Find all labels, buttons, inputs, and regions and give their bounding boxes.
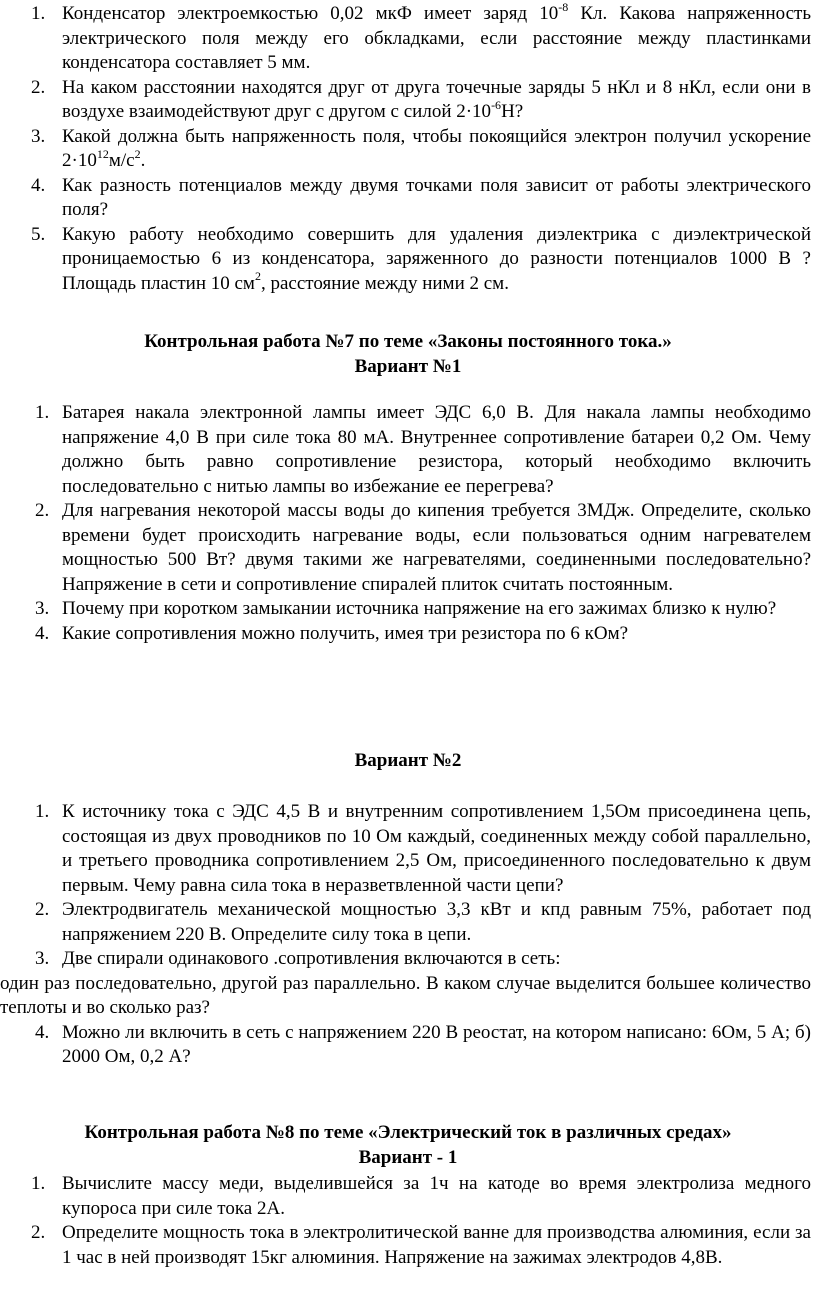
item-text: Какой должна быть напряженность поля, чтобы покоящийся электрон получил ускорение 2·10 [62,125,811,171]
list-item [35,622,811,647]
item-number: 2. [35,500,50,521]
item-text: Батарея накала электронной лампы имеет ЭДС 6,0 В. Для накала лампы необходимо напряжение 4,0 В при силе тока 80 мА. Внутреннее сопротивление батареи 0,2 Ом. Чему должно быть равно сопротивление резистора, который необходимо включить последовательно с нитью лампы во избежание ее перегрева? [62,402,811,497]
item-number: 1. [31,3,46,24]
test-heading-8 [0,1121,816,1170]
item-number: 3. [31,125,46,147]
variant-title: Вариант №2 [354,750,462,771]
list-item [35,800,811,898]
item-text: Почему при коротком замыкании источника напряжение на его зажимах близко к нулю? [62,598,777,619]
list-item [35,947,811,972]
item-number: 2. [31,76,46,98]
item-text: На каком расстоянии находятся друг от друга точечные заряды 5 нКл и 8 нКл, если они в воздухе взаимодействуют друг с другом с силой 2·10 [62,76,811,122]
list-item [31,1172,811,1221]
item-text: К источнику тока с ЭДС 4,5 В и внутренним сопротивлением 1,5Ом присоединена цепь, состоящая из двух проводников по 10 Ом каждый, соединенных между собой параллельно, и третьего проводника сопротивлением 2,5 Ом, присоединенного последовательно к двум первым. Чему равна сила тока в неразветвленной части цепи? [62,801,811,896]
item-text: Для нагревания некоторой массы воды до кипения требуется 3МДж. Определите, сколько времени будет происходить нагревание воды, если пользоваться одним нагревателем мощностью 500 Вт? двумя такими же нагревателями, соединенными последовательно? Напряжение в сети и сопротивление спиралей плиток считать постоянным. [62,500,811,595]
item-text: Какую работу необходимо совершить для удаления диэлектрика с диэлектрической проницаемостью 6 из конденсатора, заряженного до разности потенциалов 1000 В ? Площадь пластин 10 см [62,223,811,294]
list-item [31,125,811,174]
item-number: 2. [35,899,50,920]
item-superscript: 2 [134,146,141,161]
list-item [31,174,811,223]
list-item [35,597,811,622]
item-text: Определите мощность тока в электролитической ванне для производства алюминия, если за 1 час в ней производят 15кг алюминия. Напряжение на зажимах электродов 4,8В. [62,1222,811,1268]
item-number: 4. [31,174,46,196]
item-number: 4. [35,622,50,644]
item-text: Электродвигатель механической мощностью 3,3 кВт и кпд равным 75%, работает под напряжением 220 В. Определите силу тока в цепи. [62,899,811,945]
item-number: 2. [31,1222,46,1243]
list-item [31,76,811,125]
item-text: , расстояние между ними 2 см. [260,272,509,294]
item-text: Можно ли включить в сеть с напряжением 220 В реостат, на котором написано: 6Ом, 5 А; б) 2000 Ом, 0,2 А? [62,1021,811,1067]
problem-list-variant-1 [35,401,811,646]
item-number: 1. [35,402,50,423]
item-text: Конденсатор электроемкостью 0,02 мкФ имеет заряд 10 [62,3,559,24]
list-item [35,499,811,597]
item-text: Какие сопротивления можно получить, имея три резистора по 6 кОм? [62,622,629,644]
item-text: Как разность потенциалов между двумя точками поля зависит от работы электрического поля? [62,174,811,220]
list-item-continuation [0,972,811,1021]
item-number: 4. [35,1021,50,1043]
problem-list-variant-2 [0,800,811,1070]
list-item [31,223,811,297]
item-superscript: 2 [254,269,261,284]
problem-list-electrolysis [31,1172,811,1270]
item-superscript: 12 [96,146,109,161]
item-text: один раз последовательно, другой раз параллельно. В каком случае выделится большее количество теплоты и во сколько раз? [0,972,811,1018]
list-item [35,401,811,499]
item-number: 1. [31,1173,46,1194]
item-number: 3. [35,948,50,969]
item-superscript: -6 [491,97,502,112]
item-number: 1. [35,801,50,822]
list-item [31,1221,811,1270]
variant-title: Вариант - 1 [358,1146,458,1168]
problem-list-capacitors [31,2,811,296]
list-item [35,1021,811,1070]
item-text: Вычислите массу меди, выделившейся за 1ч на катоде во время электролиза медного купороса при силе тока 2А. [62,1173,811,1219]
item-text: . [140,150,146,171]
item-text: Две спирали одинакового .сопротивления включаются в сеть: [62,948,561,969]
list-item [31,2,811,76]
item-number: 5. [31,223,46,245]
item-text: Кл. Какова напряженность электрического поля между его обкладками, если расстояние между пластинками конденсатора составляет 5 мм. [62,3,811,73]
list-item [35,898,811,947]
variant-title: Вариант №1 [354,355,462,377]
section-title: Контрольная работа №7 по теме «Законы постоянного тока.» [144,331,672,352]
variant-2-heading [0,749,816,774]
item-text: Н? [501,101,524,122]
section-title: Контрольная работа №8 по теме «Электрический ток в различных средах» [84,1122,732,1143]
item-text: м/с [108,150,135,171]
item-superscript: -8 [558,0,569,14]
item-number: 3. [35,598,50,619]
test-heading-7 [0,330,816,379]
